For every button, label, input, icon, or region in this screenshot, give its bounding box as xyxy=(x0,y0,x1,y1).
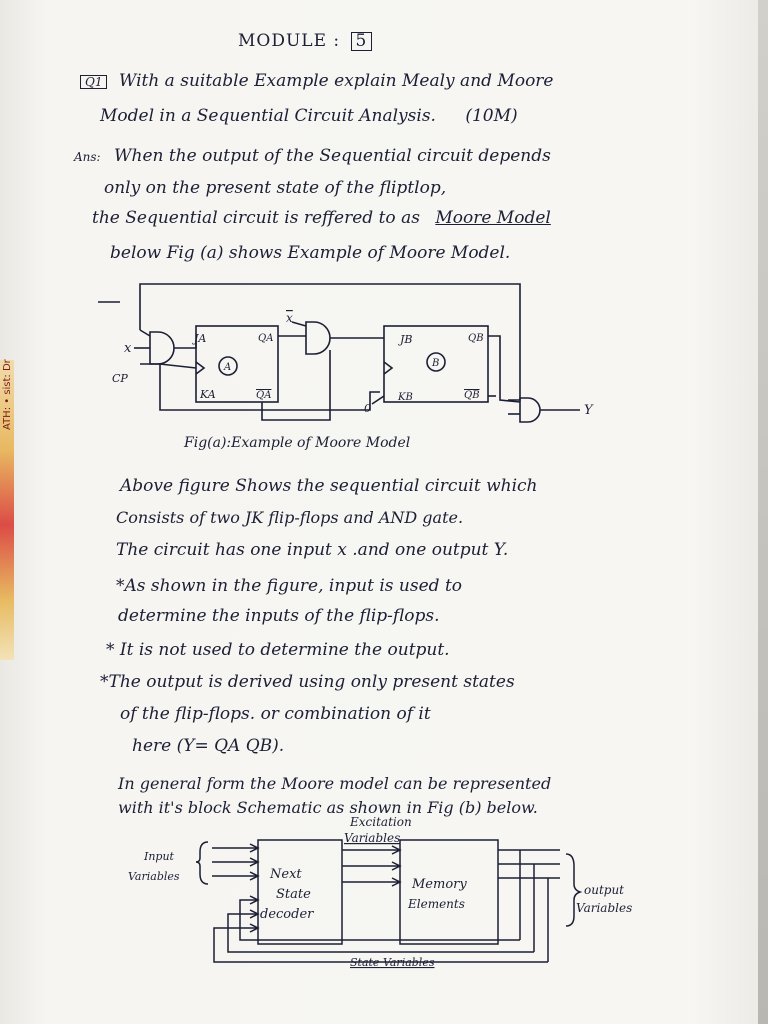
x-input-label: x xyxy=(124,341,132,356)
excitation-label-1: Excitation xyxy=(350,815,412,829)
x-bar-label: x xyxy=(286,311,293,325)
memory-label-1: Memory xyxy=(412,877,467,892)
para1-line-1: Above figure Shows the sequential circuit which xyxy=(120,476,538,496)
memory-label-2: Elements xyxy=(408,897,465,911)
output-vars-label-1: output xyxy=(584,883,625,897)
next-state-label-2: State xyxy=(276,887,311,902)
module-title-text: MODULE xyxy=(238,31,327,51)
ka-label: KA xyxy=(200,388,216,401)
excitation-label-2: Variables xyxy=(344,831,401,845)
qb-label: QB xyxy=(468,333,484,344)
module-title-colon: : xyxy=(333,31,341,51)
question-label: Q1 xyxy=(80,75,107,89)
output-vars-label-2: Variables xyxy=(576,901,633,915)
qa-label: QA xyxy=(258,333,274,344)
moore-model-term: Moore Model xyxy=(435,208,551,228)
jb-label: JB xyxy=(400,333,413,346)
next-state-label-1: Next xyxy=(270,867,302,882)
answer-line-4: below Fig (a) shows Example of Moore Model. xyxy=(110,243,511,263)
next-state-label-3: decoder xyxy=(260,907,314,922)
para1-bullet-2: * It is not used to determine the output. xyxy=(106,640,450,660)
cp-label: CP xyxy=(112,372,128,385)
input-vars-label-2: Variables xyxy=(128,870,180,883)
para1-bullet-1a: *As shown in the figure, input is used to xyxy=(116,576,463,596)
ja-label: JA xyxy=(194,332,207,345)
kb-label: KB xyxy=(398,392,413,403)
question-text-1: With a suitable Example explain Mealy and Moore xyxy=(118,71,554,91)
para1-bullet-3c: here (Y= QA QB). xyxy=(132,736,285,756)
zero-label: 0 xyxy=(364,402,371,415)
answer-line-2: only on the present state of the fliptlop, xyxy=(104,178,447,198)
state-vars-label: State Variables xyxy=(350,956,435,969)
para1-bullet-3b: of the flip-flops. or combination of it xyxy=(120,704,431,724)
para2-line-2: with it's block Schematic as shown in Fig (b) below. xyxy=(118,798,538,817)
answer-text-3a: the Sequential circuit is reffered to as xyxy=(92,208,420,228)
ff-b-label: B xyxy=(432,358,440,369)
answer-text-1: When the output of the Sequential circuit depends xyxy=(114,146,551,166)
question-text-2: Model in a Sequential Circuit Analysis. xyxy=(100,106,436,126)
answer-label: Ans: xyxy=(74,150,101,164)
fig-a-caption: Fig(a):Example of Moore Model xyxy=(184,435,411,451)
para1-bullet-3a: *The output is derived using only present states xyxy=(100,672,515,692)
para2-line-1: In general form the Moore model can be represented xyxy=(118,774,552,793)
module-number: 5 xyxy=(351,32,373,51)
question-marks: (10M) xyxy=(465,106,518,126)
qa-bar-label: QA xyxy=(256,390,272,401)
y-output-label: Y xyxy=(584,403,593,418)
edge-text: ATH: • sist: Dr xyxy=(2,359,13,430)
para1-bullet-1b: determine the inputs of the flip-flops. xyxy=(118,606,440,626)
para1-line-3: The circuit has one input x .and one output Y. xyxy=(116,540,509,560)
ff-a-label: A xyxy=(224,362,232,373)
para1-line-2: Consists of two JK flip-flops and AND gate. xyxy=(116,508,464,527)
input-vars-label-1: Input xyxy=(144,850,174,863)
qb-bar-label: QB xyxy=(464,390,480,401)
